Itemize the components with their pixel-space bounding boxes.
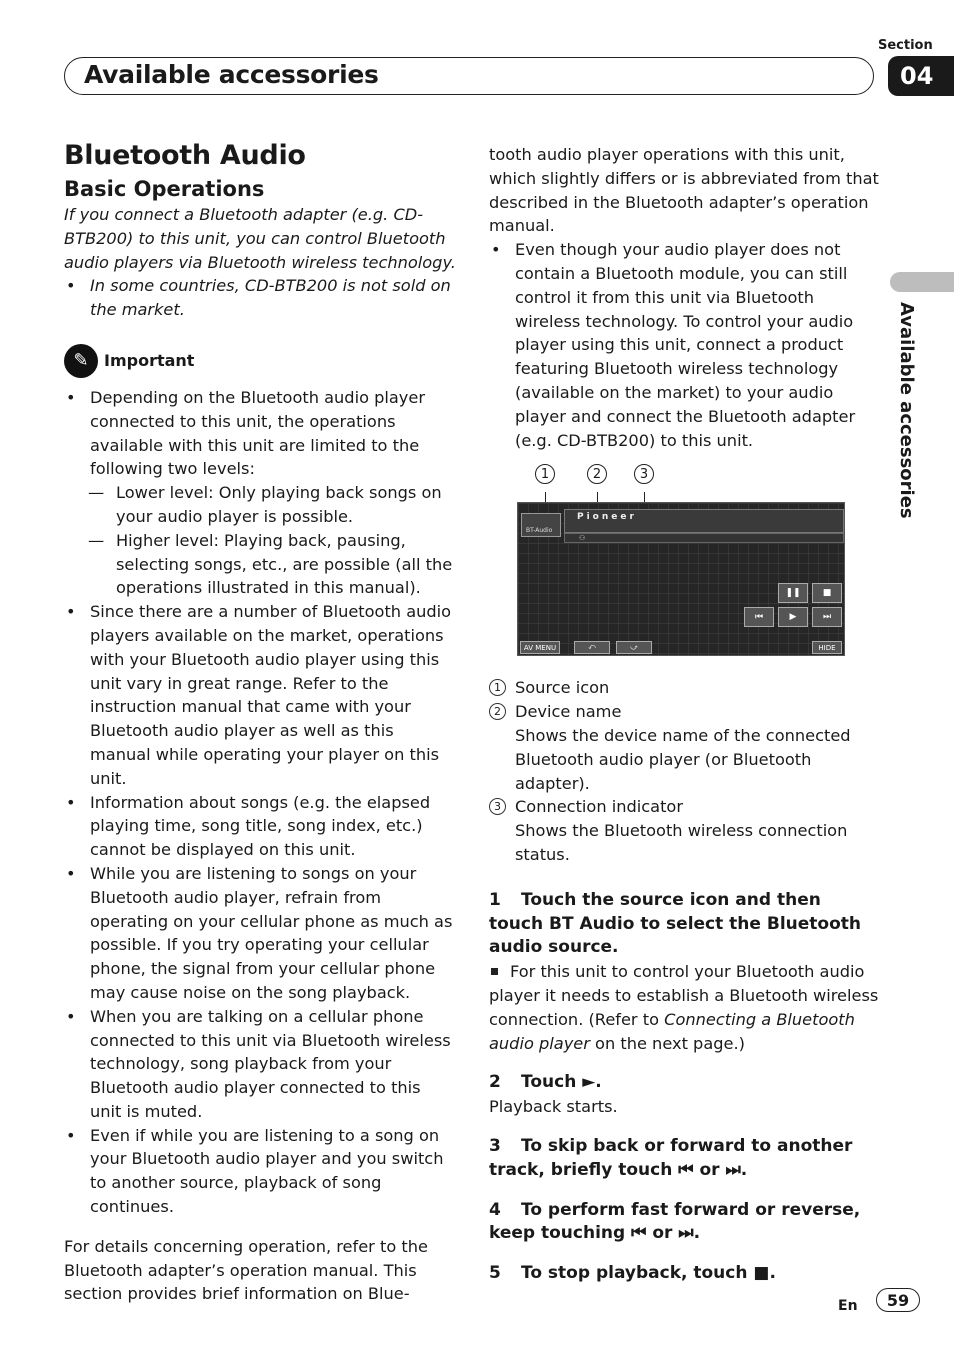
- av-menu-button[interactable]: AV MENU: [520, 641, 560, 654]
- section-subtitle: Basic Operations: [64, 177, 265, 201]
- important-icon: ✎: [64, 344, 98, 378]
- pause-button[interactable]: ❚❚: [778, 583, 808, 603]
- step-1-note: For this unit to control your Bluetooth audio player it needs to establish a Bluetooth wireless connection. (Refer to Connecting a Bluetooth audio player on the next page.): [489, 962, 879, 1053]
- left-column: [64, 140, 456, 1306]
- screen-figure: [489, 502, 879, 662]
- page-number: 59: [876, 1288, 920, 1312]
- section-label: Section: [878, 38, 933, 53]
- callout-1: 1: [535, 464, 555, 484]
- header-title: Available accessories: [84, 60, 379, 89]
- page-title: Bluetooth Audio: [64, 140, 306, 171]
- bullet-item: • Since there are a number of Bluetooth audio players available on the market, operations with your Bluetooth audio player using this unit vary in great range. Refer to the instruction manual that came with your Bluetooth audio player as well as this manual while operating your player on this unit.: [66, 602, 452, 788]
- language-label: En: [838, 1298, 858, 1314]
- next-track-button[interactable]: ⏭: [812, 607, 842, 627]
- square-bullet-icon: [491, 968, 498, 975]
- legend-item: 3 Connection indicator Shows the Bluetooth wireless connection status.: [489, 795, 879, 866]
- connection-indicator: ⚇: [564, 533, 844, 543]
- important-label: Important: [104, 351, 195, 371]
- soft-key-1[interactable]: ⤺: [574, 641, 610, 654]
- device-screen: [517, 502, 845, 656]
- device-name-display: Pioneer: [564, 509, 844, 533]
- play-button[interactable]: ▶: [778, 607, 808, 627]
- figure-legend: [489, 676, 879, 866]
- bullet-item: • While you are listening to songs on your Bluetooth audio player, refrain from operating on your cellular phone as much as possible. If you try operating your cellular phone, the signal from your cellular phone may cause noise on the song playback.: [66, 863, 453, 1002]
- bullet-item: • Even if while you are listening to a song on your Bluetooth audio player and you switch to another source, playback of song continues.: [66, 1125, 444, 1217]
- callout-2: 2: [587, 464, 607, 484]
- hide-button[interactable]: HIDE: [812, 641, 842, 654]
- bullet-item: • Even though your audio player does not contain a Bluetooth module, you can still control it from this unit via Bluetooth wireless technology. To control your audio player using this unit, connect a product featuring Bluetooth wireless technology (available on the market) to your audio player and connect the Bluetooth adapter (e.g. CD-BTB200) to this unit.: [491, 240, 856, 450]
- figure-callouts: [489, 464, 879, 494]
- step-4: 4 To perform fast forward or reverse, keep touching ⏮ or ⏭.: [489, 1199, 861, 1244]
- step-2-result: Playback starts.: [489, 1097, 618, 1117]
- sub-bullet-item: — Lower level: Only playing back songs on your audio player is possible.: [88, 483, 442, 526]
- step-2: 2 Touch ►.: [489, 1072, 602, 1093]
- bullet-item: • When you are talking on a cellular phone connected to this unit via Bluetooth wireless technology, song playback from your Bluetooth audio player connected to this unit is muted.: [66, 1006, 451, 1121]
- step-5: 5 To stop playback, touch ■.: [489, 1263, 776, 1284]
- continued-paragraph: tooth audio player operations with this unit, which slightly differs or is abbreviated from that described in the Bluetooth adapter’s operation manual.: [489, 145, 879, 236]
- right-column: [489, 143, 879, 1286]
- side-tab-marker: [890, 272, 954, 292]
- step-3: 3 To skip back or forward to another track, briefly touch ⏮ or ⏭.: [489, 1135, 853, 1180]
- bullet-item: • Information about songs (e.g. the elapsed playing time, song title, song index, etc.) cannot be displayed on this unit.: [66, 792, 431, 860]
- source-icon[interactable]: BT-Audio: [521, 513, 561, 537]
- stop-button[interactable]: ■: [812, 583, 842, 603]
- important-heading: [64, 344, 456, 378]
- step-1: 1 Touch the source icon and then touch BT Audio to select the Bluetooth audio source.: [489, 889, 861, 958]
- legend-item: 2 Device name Shows the device name of the connected Bluetooth audio player (or Bluetooth adapter).: [489, 700, 879, 795]
- soft-key-2[interactable]: ⤻: [616, 641, 652, 654]
- closing-paragraph: For details concerning operation, refer to the Bluetooth adapter’s operation manual. This section provides brief information on Blue-: [64, 1236, 428, 1304]
- prev-track-button[interactable]: ⏮: [744, 607, 774, 627]
- intro-text: If you connect a Bluetooth adapter (e.g. CD-BTB200) to this unit, you can control Bluetooth audio players via Bluetooth wireless technology.: [64, 205, 456, 272]
- section-number: 04: [888, 56, 954, 96]
- sub-bullet-item: — Higher level: Playing back, pausing, selecting songs, etc., are possible (all the operations illustrated in this manual).: [88, 530, 453, 598]
- legend-item: 1 Source icon: [489, 676, 879, 700]
- bullet-item: • Depending on the Bluetooth audio player connected to this unit, the operations available with this unit are limited to the following two levels:: [66, 387, 426, 479]
- side-tab-label: Available accessories: [896, 302, 917, 519]
- intro-bullet: • In some countries, CD-BTB200 is not sold on the market.: [66, 276, 451, 320]
- callout-3: 3: [634, 464, 654, 484]
